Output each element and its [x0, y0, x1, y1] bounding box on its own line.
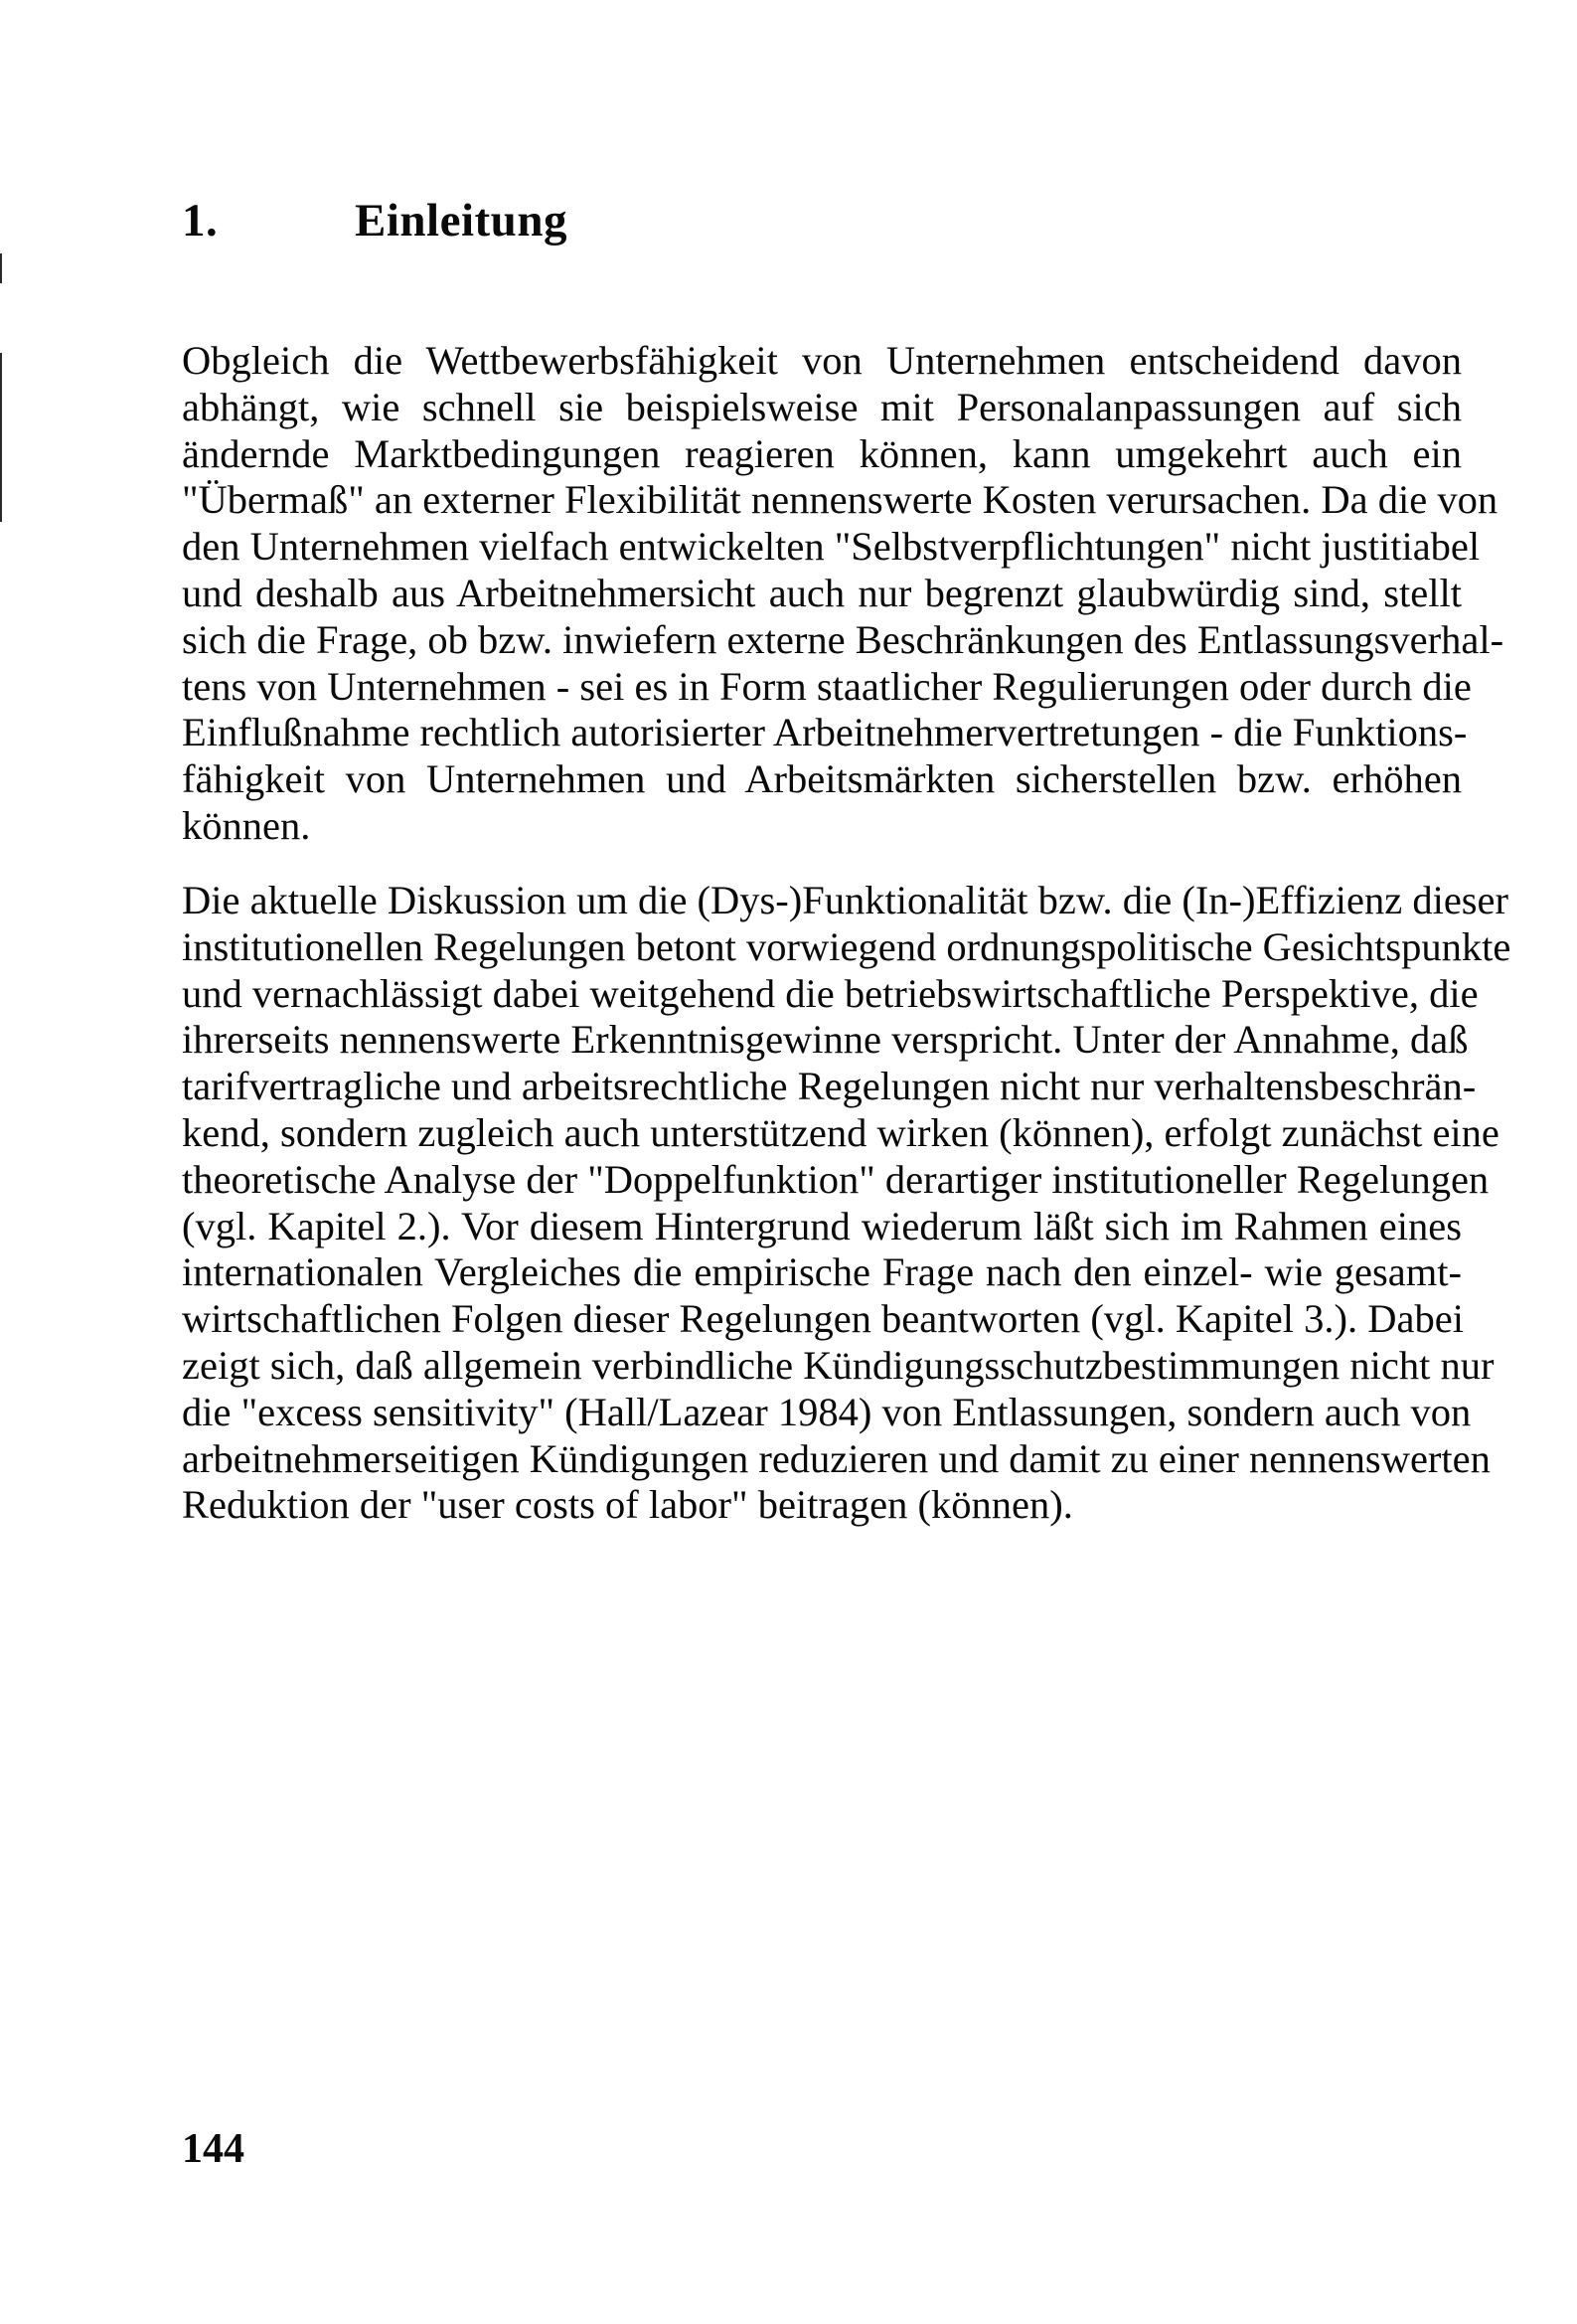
paragraph-line: theoretische Analyse der "Doppelfunktion" derartiger institutioneller Regelungen	[182, 1156, 1490, 1202]
paragraph-line: und deshalb aus Arbeitnehmersicht auch nur begrenzt glaubwürdig sind, stellt	[182, 570, 1462, 615]
paragraph-line: Einflußnahme rechtlich autorisierter Arbeitnehmervertretungen - die Funktions-	[182, 710, 1468, 755]
section-number: 1.	[182, 195, 219, 247]
paragraph-line: den Unternehmen vielfach entwickelten "Selbstverpflichtungen" nicht justitiabel	[182, 524, 1481, 570]
section-title: Einleitung	[355, 195, 567, 247]
paragraph-line: Obgleich die Wettbewerbsfähigkeit von Unternehmen entscheidend davon	[182, 338, 1462, 383]
paragraph-1	[182, 338, 1504, 850]
paragraph-line: tens von Unternehmen - sei es in Form staatlicher Regulierungen oder durch die	[182, 663, 1472, 709]
scan-edge-mark	[0, 253, 2, 283]
paragraph-line: sich die Frage, ob bzw. inwiefern externe Beschränkungen des Entlassungsverhal-	[182, 616, 1504, 662]
paragraph-line: internationalen Vergleiches die empirische Frage nach den einzel- wie gesamt-	[182, 1249, 1462, 1295]
paragraph-line: abhängt, wie schnell sie beispielsweise mit Personalanpassungen auf sich	[182, 384, 1462, 429]
paragraph-line: Die aktuelle Diskussion um die (Dys-)Funktionalität bzw. die (In-)Effizienz dieser	[182, 878, 1509, 922]
paragraph-line: fähigkeit von Unternehmen und Arbeitsmärkten sicherstellen bzw. erhöhen	[182, 756, 1462, 802]
paragraph-line: (vgl. Kapitel 2.). Vor diesem Hintergrund wiederum läßt sich im Rahmen eines	[182, 1203, 1462, 1248]
paragraph-line: institutionellen Regelungen betont vorwiegend ordnungspolitische Gesichtspunkte	[182, 923, 1511, 969]
paragraph-line: ihrerseits nennenswerte Erkenntnisgewinne verspricht. Unter der Annahme, daß	[182, 1017, 1469, 1063]
paragraph-line: wirtschaftlichen Folgen dieser Regelungen beantworten (vgl. Kapitel 3.). Dabei	[182, 1296, 1464, 1342]
paragraph-line: die "excess sensitivity" (Hall/Lazear 1984) von Entlassungen, sondern auch von	[182, 1389, 1472, 1434]
paragraph-line: ändernde Marktbedingungen reagieren können, kann umgekehrt auch ein	[182, 430, 1462, 476]
paragraph-2	[182, 878, 1511, 1529]
paragraph-line: kend, sondern zugleich auch unterstützend wirken (können), erfolgt zunächst eine	[182, 1109, 1499, 1155]
section-heading	[182, 194, 567, 248]
paragraph-line: zeigt sich, daß allgemein verbindliche Kündigungsschutzbestimmungen nicht nur	[182, 1342, 1495, 1388]
paragraph-line: und vernachlässigt dabei weitgehend die betriebswirtschaftliche Perspektive, die	[182, 970, 1479, 1016]
paragraph-line: tarifvertragliche und arbeitsrechtliche Regelungen nicht nur verhaltensbeschrän-	[182, 1064, 1477, 1109]
page-number: 144	[182, 2126, 244, 2172]
scan-edge-mark	[0, 353, 2, 522]
paragraph-line: arbeitnehmerseitigen Kündigungen reduzieren und damit zu einer nennenswerten	[182, 1435, 1491, 1481]
paragraph-line: können.	[182, 802, 311, 848]
paragraph-line: Reduktion der "user costs of labor" beitragen (können).	[182, 1482, 1073, 1528]
paragraph-line: "Übermaß" an externer Flexibilität nennenswerte Kosten verursachen. Da die von	[182, 477, 1498, 523]
